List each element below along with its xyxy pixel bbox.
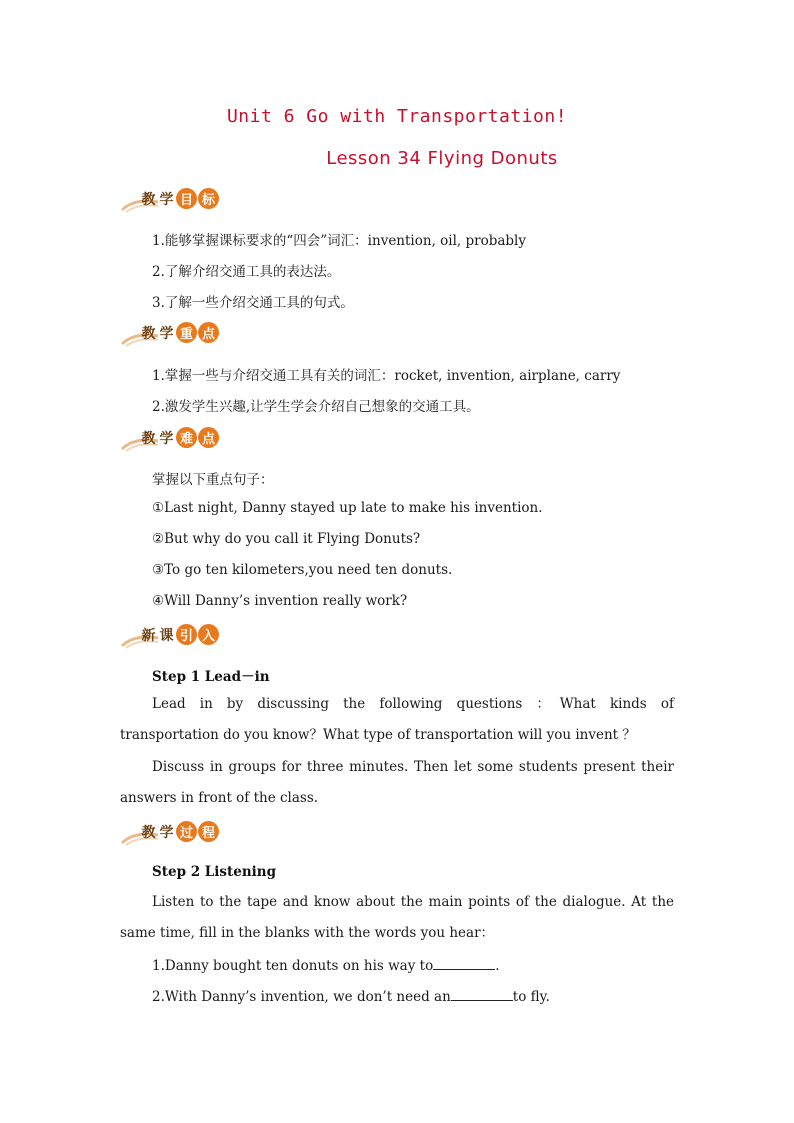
section-header-intro (120, 624, 240, 650)
label-char: 课 (159, 627, 174, 644)
label-char: 学 (159, 325, 174, 342)
intro-paragraph: Discuss in groups for three minutes. Then let some students present their answers in front of the class. (120, 759, 674, 806)
step-1-heading: Step 1 Lead－in (152, 669, 270, 685)
key-sentence: ③To go ten kilometers,you need ten donuts. (152, 562, 453, 578)
key-point-item: 2.激发学生兴趣,让学生学会介绍自己想象的交通工具。 (152, 399, 480, 415)
key-sentence: ④Will Danny’s invention really work? (152, 593, 408, 609)
question-2-end: to fly. (512, 989, 550, 1005)
section-label-difficulties (140, 427, 220, 448)
answer-blank (433, 957, 495, 970)
lesson-title: Lesson 34 Flying Donuts (326, 148, 558, 169)
intro-paragraph: Lead in by discussing the following questions ：What kinds of transportation do you know？What type of transportation will you invent ？ (120, 696, 674, 743)
label-char: 程 (198, 821, 219, 842)
goal-item: 3.了解一些介绍交通工具的句式。 (152, 295, 354, 311)
label-char: 难 (176, 427, 197, 448)
key-sentence: ①Last night, Danny stayed up late to make his invention. (152, 500, 543, 516)
step-2-heading: Step 2 Listening (152, 864, 277, 880)
section-label-intro (140, 624, 220, 645)
section-header-process (120, 821, 240, 847)
label-char: 教 (141, 191, 156, 208)
goal-item: 2.了解介绍交通工具的表达法。 (152, 264, 341, 280)
listening-paragraph: Listen to the tape and know about the main points of the dialogue. At the same time, fill in the blanks with the words you hear： (120, 894, 674, 941)
label-char: 学 (159, 824, 174, 841)
label-char: 标 (198, 188, 219, 209)
answer-blank (451, 988, 513, 1001)
label-char: 点 (198, 322, 219, 343)
section-header-goals (120, 188, 240, 214)
goal-item: 1.能够掌握课标要求的“四会”词汇：invention, oil, probably (152, 233, 526, 249)
label-char: 学 (159, 191, 174, 208)
question-2-text: 2.With Danny’s invention, we don’t need an (152, 989, 451, 1005)
question-1-text: 1.Danny bought ten donuts on his way to (152, 958, 434, 974)
section-header-difficulties (120, 427, 240, 453)
section-label-process (140, 821, 220, 842)
label-char: 过 (176, 821, 197, 842)
question-1 (152, 957, 500, 974)
section-label-goals (140, 188, 220, 209)
section-label-key-points (140, 322, 220, 343)
question-2 (152, 988, 550, 1005)
label-char: 点 (198, 427, 219, 448)
question-1-end: . (495, 958, 500, 974)
label-char: 学 (159, 430, 174, 447)
key-sentence: ②But why do you call it Flying Donuts? (152, 531, 421, 547)
label-char: 教 (141, 325, 156, 342)
section-header-key-points (120, 322, 240, 348)
unit-title: Unit 6 Go with Transportation! (226, 106, 568, 127)
label-char: 新 (141, 627, 156, 644)
label-char: 教 (141, 430, 156, 447)
label-char: 目 (176, 188, 197, 209)
label-char: 入 (198, 624, 219, 645)
label-char: 引 (176, 624, 197, 645)
key-point-item: 1.掌握一些与介绍交通工具有关的词汇：rocket, invention, airplane, carry (152, 368, 621, 384)
label-char: 重 (176, 322, 197, 343)
label-char: 教 (141, 824, 156, 841)
difficulties-intro: 掌握以下重点句子： (152, 472, 274, 488)
